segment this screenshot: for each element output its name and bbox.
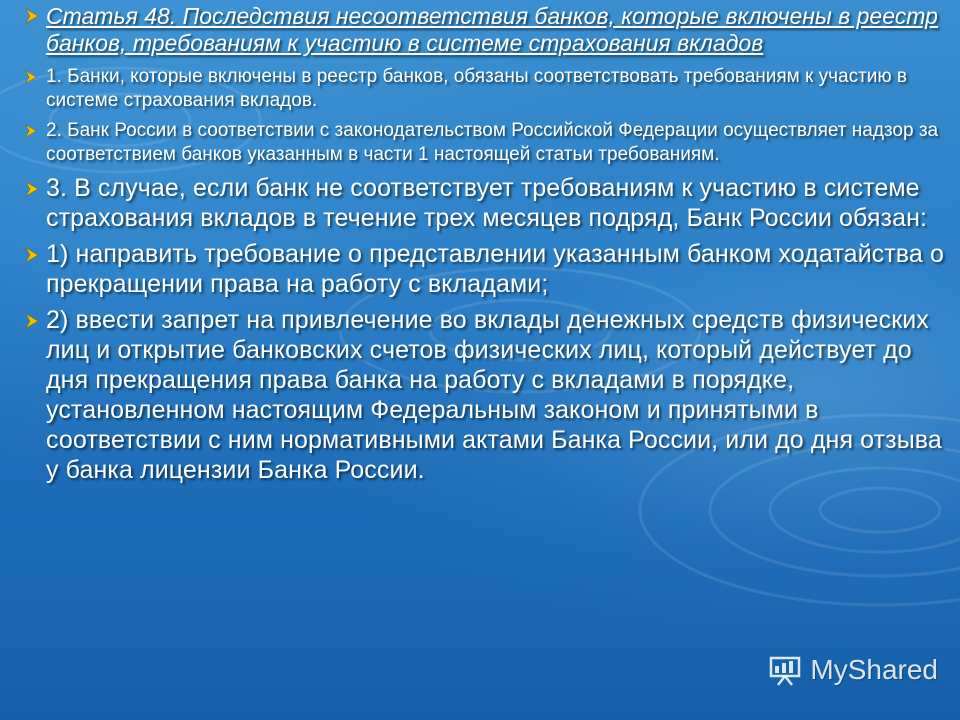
list-item xyxy=(12,173,947,233)
arrow-bullet-icon xyxy=(24,181,40,197)
arrow-bullet-icon xyxy=(24,124,40,140)
arrow-bullet-icon xyxy=(24,70,40,86)
arrow-bullet-icon xyxy=(24,313,40,329)
watermark-text: MyShared xyxy=(810,654,938,685)
list-item-text: 1. Банки, которые включены в реестр банков, обязаны соответствовать требованиям к участию в системе страхования вкладов. xyxy=(46,66,908,111)
arrow-bullet-icon xyxy=(24,8,40,24)
slide-title xyxy=(12,0,947,57)
list-item xyxy=(12,239,947,299)
list-item-text: 3. В случае, если банк не соответствует требованиям к участию в системе страхования вкладов в течение трех месяцев подряд, Банк России обязан: xyxy=(46,174,928,232)
list-item xyxy=(12,65,947,113)
list-item xyxy=(12,119,947,167)
list-item-text: 1) направить требование о представлении указанным банком ходатайства о прекращении права на работу с вкладами; xyxy=(46,240,944,298)
mysharedwatermark xyxy=(768,652,938,688)
list-item xyxy=(12,305,947,485)
presentation-board-icon xyxy=(768,653,802,687)
list-item-text: 2) ввести запрет на привлечение во вклады денежных средств физических лиц и открытие банковских счетов физических лиц, который действует до дня прекращения права банка на работу с вкладами в порядке, установленном настоящим Федеральным законом и принятыми в соответствии с ним нормативными актами Банка России, или до дня отзыва у банка лицензии Банка России. xyxy=(46,306,942,484)
slide-content xyxy=(12,0,947,491)
list-item-text: 2. Банк России в соответствии с законодательством Российской Федерации осуществляет надзор за соответствием банков указанным в части 1 настоящей статьи требованиям. xyxy=(46,120,939,165)
title-text: Статья 48. Последствия несоответствия банков, которые включены в реестр банков, требованиям к участию в системе страхования вкладов xyxy=(46,3,938,56)
arrow-bullet-icon xyxy=(24,247,40,263)
